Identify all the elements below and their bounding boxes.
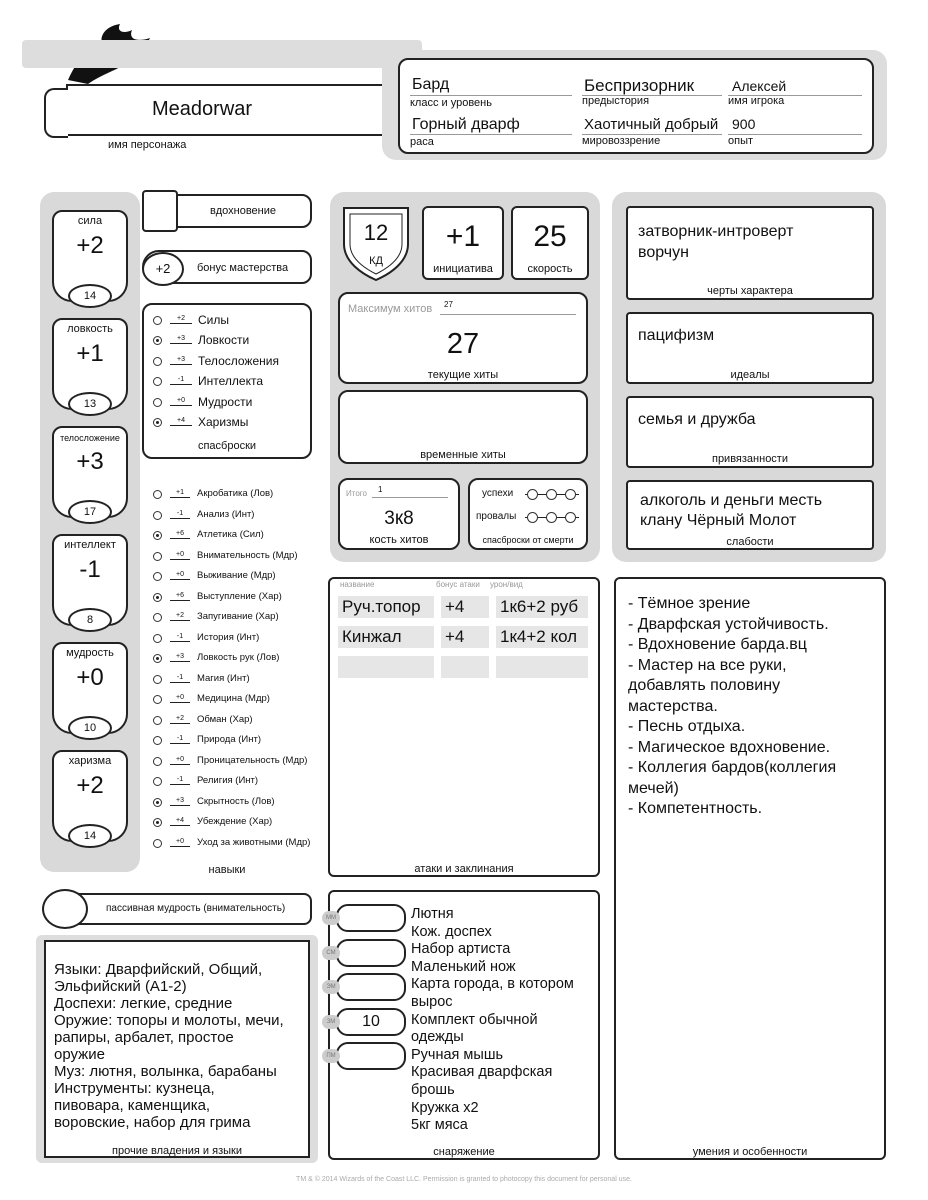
skill-name: Внимательность (Мдр) (197, 549, 298, 561)
attacks-col-bonus: бонус атаки (436, 580, 480, 589)
hit-dice-label: кость хитов (369, 534, 429, 546)
proficiency-line: рапиры, арбалет, простое (54, 1029, 234, 1046)
skill-checkbox[interactable] (153, 736, 162, 745)
skill-modifier[interactable]: +0 (170, 693, 190, 703)
skill-name: Ловкость рук (Лов) (197, 652, 280, 663)
skill-checkbox[interactable] (153, 757, 162, 766)
skill-checkbox[interactable] (153, 552, 162, 561)
attack-bonus[interactable]: +4 (441, 626, 489, 648)
player-name-label: имя игрока (728, 95, 785, 107)
feature-line: - Дварфская устойчивость. (628, 615, 829, 633)
bonds-label: привязанности (711, 453, 788, 465)
personality-label: черты характера (707, 285, 793, 297)
skill-name: История (Инт) (197, 631, 260, 643)
hit-dice-value[interactable]: 3к8 (384, 508, 414, 529)
saving-throw-checkbox[interactable] (153, 398, 162, 407)
skill-checkbox[interactable] (153, 839, 162, 848)
death-failure-2[interactable] (546, 512, 557, 523)
character-name[interactable]: Meadorwar (152, 98, 253, 120)
saving-throw-modifier[interactable]: +3 (170, 334, 192, 344)
death-failure-3[interactable] (565, 512, 576, 523)
skill-checkbox[interactable] (153, 613, 162, 622)
skill-modifier[interactable]: -1 (170, 673, 190, 683)
attack-name[interactable]: Руч.топор (338, 596, 434, 618)
proficiency-line: пивовара, каменщика, (54, 1097, 211, 1114)
ability-modifier: +1 (76, 340, 104, 367)
equipment-line: Лютня (411, 906, 454, 922)
proficiency-line: Инструменты: кузнеца, (54, 1080, 215, 1097)
inspiration-label: вдохновение (210, 205, 276, 217)
skill-name: Выживание (Мдр) (197, 570, 276, 581)
attack-damage[interactable] (496, 656, 588, 678)
inspiration-input[interactable] (142, 190, 178, 232)
skill-modifier[interactable]: +4 (170, 816, 190, 826)
skill-modifier[interactable]: +2 (170, 714, 190, 724)
skill-checkbox[interactable] (153, 572, 162, 581)
skill-name: Проницательность (Мдр) (197, 754, 308, 766)
hp-current-value[interactable]: 27 (446, 328, 480, 360)
alignment-value[interactable]: Хаотичный добрый (584, 116, 719, 133)
ability-dexterity[interactable] (52, 318, 128, 410)
saving-throw-modifier[interactable]: +2 (170, 314, 192, 324)
ability-name: сила (77, 215, 103, 227)
skill-name: Магия (Инт) (197, 672, 250, 684)
coin-label: СМ (322, 946, 340, 960)
ability-score[interactable]: 14 (68, 824, 112, 848)
attack-bonus[interactable]: +4 (441, 596, 489, 618)
skill-name: Скрытность (Лов) (197, 795, 275, 807)
proficiency-label: бонус мастерства (197, 262, 289, 274)
attacks-title: атаки и заклинания (414, 863, 514, 875)
saving-throw-checkbox[interactable] (153, 316, 162, 325)
skill-modifier[interactable]: +0 (170, 550, 190, 560)
skill-modifier[interactable]: -1 (170, 734, 190, 744)
ability-modifier: -1 (79, 556, 101, 583)
feature-line: добавлять половину (628, 677, 781, 694)
skill-checkbox[interactable] (153, 695, 162, 704)
skill-checkbox[interactable] (153, 716, 162, 725)
skill-name: Акробатика (Лов) (197, 488, 274, 499)
coin-label: ММ (322, 911, 340, 925)
proficiency-line: оружие (54, 1046, 105, 1063)
proficiency-line: воровские, набор для грима (54, 1114, 251, 1131)
skill-checkbox[interactable] (153, 634, 162, 643)
experience-value[interactable]: 900 (732, 116, 756, 132)
coin-value[interactable]: 10 (362, 1012, 380, 1030)
equipment-line: Кож. доспех (411, 923, 492, 940)
proficiency-line: Языки: Дварфийский, Общий, (54, 961, 263, 978)
equipment-line: Карта города, в котором (411, 976, 574, 993)
skill-name: Атлетика (Сил) (197, 529, 264, 540)
skill-checkbox[interactable] (153, 490, 162, 499)
speed-value[interactable]: 25 (533, 220, 567, 253)
speed-label: скорость (527, 263, 573, 275)
ability-name: телосложение (60, 433, 120, 443)
coin-box[interactable] (336, 904, 406, 932)
armor-class-label: КД (369, 255, 383, 267)
ability-intelligence[interactable] (52, 534, 128, 626)
skill-name: Запугивание (Хар) (197, 611, 279, 622)
skill-name: Выступление (Хар) (197, 590, 282, 602)
ability-score[interactable]: 14 (68, 284, 112, 308)
attacks-col-damage: урон/вид (490, 580, 523, 589)
death-failure-1[interactable] (527, 512, 538, 523)
initiative-value[interactable]: +1 (445, 220, 481, 253)
saving-throw-modifier[interactable]: +0 (170, 396, 192, 406)
skill-modifier[interactable]: -1 (170, 632, 190, 642)
saving-throw-checkbox[interactable] (153, 357, 162, 366)
coin-box[interactable] (336, 1008, 406, 1036)
death-success-3[interactable] (565, 489, 576, 500)
skill-name: Природа (Инт) (197, 734, 261, 745)
death-success-2[interactable] (546, 489, 557, 500)
proficiency-line: Доспехи: легкие, средние (54, 995, 233, 1012)
proficiency-line: Оружие: топоры и молоты, мечи, (54, 1012, 284, 1029)
skill-checkbox[interactable] (153, 675, 162, 684)
coin-box[interactable] (336, 1042, 406, 1070)
skill-checkbox[interactable] (153, 777, 162, 786)
skill-modifier[interactable]: -1 (170, 509, 190, 519)
saving-throw-modifier[interactable]: +4 (170, 416, 192, 426)
skill-checkbox[interactable] (153, 798, 162, 807)
armor-class-value[interactable]: 12 (363, 220, 389, 245)
proficiency-value[interactable]: +2 (142, 252, 184, 286)
skill-checkbox[interactable] (153, 818, 162, 827)
ability-score[interactable]: 8 (68, 608, 112, 632)
equipment-text[interactable] (411, 906, 591, 1135)
skill-name: Религия (Инт) (197, 775, 259, 786)
coin-label: ПМ (322, 1049, 340, 1063)
feature-line: мечей) (628, 779, 679, 797)
equipment-line: вырос (411, 993, 453, 1010)
initiative-label: инициатива (433, 263, 493, 275)
banner-curl-left (44, 88, 68, 138)
death-saves-label: спасброски от смерти (482, 535, 574, 545)
skills-title: навыки (208, 864, 246, 876)
attack-name[interactable] (338, 656, 434, 678)
flaws-value[interactable]: алкоголь и деньги месть клану Чёрный Молот (640, 492, 823, 529)
feature-line: - Песнь отдыха. (628, 718, 746, 735)
equipment-line: одежды (411, 1029, 464, 1046)
hp-current-label: текущие хиты (427, 369, 499, 381)
death-failure-checks[interactable] (525, 512, 581, 524)
death-successes-label: успехи (482, 488, 514, 499)
coin-box[interactable] (336, 973, 406, 1001)
attack-damage[interactable]: 1к6+2 руб (496, 596, 588, 618)
class-level-line (410, 95, 572, 96)
passive-wisdom-label: пассивная мудрость (внимательность) (106, 903, 286, 914)
ability-score[interactable]: 17 (68, 500, 112, 524)
race-line (410, 134, 572, 135)
skill-modifier[interactable]: +6 (170, 591, 190, 601)
saving-throw-modifier[interactable]: +3 (170, 355, 192, 365)
feature-line: - Мастер на все руки, (628, 656, 787, 674)
character-name-label: имя персонажа (108, 139, 187, 151)
death-success-1[interactable] (527, 489, 538, 500)
background-label: предыстория (582, 95, 650, 107)
feature-line: - Компетентность. (628, 800, 763, 817)
saving-throw-name: Харизмы (198, 415, 249, 429)
hit-dice-total-value[interactable]: 1 (378, 485, 383, 494)
skill-checkbox[interactable] (153, 654, 162, 663)
ability-name: ловкость (67, 323, 113, 335)
equipment-line: Комплект обычной (411, 1011, 538, 1028)
ability-modifier: +2 (76, 232, 104, 259)
ability-constitution[interactable] (52, 426, 128, 518)
skill-checkbox[interactable] (153, 593, 162, 602)
saving-throws-title: спасброски (197, 440, 257, 452)
equipment-title: снаряжение (433, 1146, 495, 1158)
ability-score[interactable]: 10 (68, 716, 112, 740)
feature-line: - Вдохновение барда.вц (628, 636, 807, 653)
attack-bonus[interactable] (441, 656, 489, 678)
hp-max-line (440, 314, 576, 315)
feature-line: - Магическое вдохновение. (628, 738, 831, 756)
name-banner-gray (22, 40, 422, 68)
skill-modifier[interactable]: +1 (170, 488, 190, 498)
saving-throw-modifier[interactable]: -1 (170, 375, 192, 385)
hp-max-value[interactable]: 27 (444, 300, 453, 309)
footer-copyright: TM & © 2014 Wizards of the Coast LLC. Permission is granted to photocopy this document for personal use. (296, 1176, 632, 1183)
class-level-label: класс и уровень (410, 97, 492, 109)
equipment-line: Маленький нож (411, 958, 516, 975)
attacks-box (328, 577, 600, 877)
skill-name: Уход за животными (Мдр) (197, 836, 311, 848)
hit-dice-total-label: Итого (346, 489, 367, 498)
skill-modifier[interactable]: +6 (170, 529, 190, 539)
attack-damage[interactable]: 1к4+2 кол (496, 626, 588, 648)
hp-temp-label: временные хиты (420, 449, 506, 461)
ideals-value[interactable]: пацифизм (638, 327, 715, 344)
personality-value[interactable]: затворник-интроверт ворчун (638, 223, 794, 261)
features-text[interactable] (628, 594, 878, 820)
proficiency-line: Эльфийский (А1-2) (54, 978, 187, 995)
feature-line: - Тёмное зрение (628, 595, 751, 612)
attack-name[interactable]: Кинжал (338, 626, 434, 648)
ability-modifier: +2 (76, 772, 104, 799)
saving-throw-name: Силы (198, 313, 229, 327)
player-name-value[interactable]: Алексей (732, 78, 787, 94)
race-value[interactable]: Горный дварф (412, 116, 520, 133)
experience-label: опыт (728, 135, 754, 147)
proficiency-line: Муз: лютня, волынка, барабаны (54, 1063, 277, 1080)
skill-modifier[interactable]: +0 (170, 837, 190, 847)
hit-dice-total-line (372, 497, 448, 498)
alignment-label: мировоззрение (582, 135, 661, 147)
ability-name: мудрость (66, 647, 114, 659)
equipment-line: Красивая дварфская (411, 1064, 553, 1081)
feature-line: - Коллегия бардов(коллегия (628, 759, 837, 776)
equipment-line: Кружка x2 (411, 1099, 479, 1116)
death-success-checks[interactable] (525, 489, 581, 501)
ideals-label: идеалы (730, 369, 770, 381)
race-label: раса (410, 136, 434, 148)
passive-wisdom-value[interactable] (42, 889, 88, 929)
equipment-line: Ручная мышь (411, 1046, 504, 1063)
background-value[interactable]: Беспризорник (584, 76, 695, 95)
skill-name: Анализ (Инт) (197, 508, 255, 520)
ability-score[interactable]: 13 (68, 392, 112, 416)
header (0, 0, 928, 175)
coin-box[interactable] (336, 939, 406, 967)
skill-modifier[interactable]: +0 (170, 755, 190, 765)
skill-name: Обман (Хар) (197, 713, 253, 725)
ability-charisma[interactable] (52, 750, 128, 842)
ability-name: харизма (68, 755, 112, 767)
proficiencies-text[interactable] (54, 961, 306, 1131)
skill-modifier[interactable]: +3 (170, 796, 190, 806)
skill-checkbox[interactable] (153, 511, 162, 520)
death-failures-label: провалы (476, 511, 517, 522)
coin-label: ЗМ (322, 1015, 340, 1029)
equipment-line: брошь (411, 1081, 455, 1098)
ability-modifier: +0 (76, 664, 104, 691)
ability-strength[interactable] (52, 210, 128, 302)
hp-max-label: Максимум хитов (348, 303, 433, 315)
ability-name: интеллект (64, 539, 116, 551)
skill-name: Убеждение (Хар) (197, 816, 273, 827)
skill-modifier[interactable]: +3 (170, 652, 190, 662)
saving-throw-name: Мудрости (198, 394, 253, 409)
attacks-col-name: название (340, 580, 375, 589)
flaws-label: слабости (726, 536, 774, 548)
features-title: умения и особенности (692, 1146, 808, 1158)
skill-checkbox[interactable] (153, 531, 162, 540)
skill-modifier[interactable]: +0 (170, 570, 190, 580)
skill-modifier[interactable]: -1 (170, 775, 190, 785)
coin-label: ЭМ (322, 980, 340, 994)
class-level-value[interactable]: Бард (412, 76, 450, 93)
bonds-value[interactable]: семья и дружба (638, 411, 756, 428)
saving-throw-checkbox[interactable] (153, 418, 162, 427)
ability-wisdom[interactable] (52, 642, 128, 734)
feature-line: мастерства. (628, 697, 718, 715)
equipment-line: 5кг мяса (411, 1117, 468, 1134)
equipment-line: Набор артиста (411, 941, 511, 958)
skill-modifier[interactable]: +2 (170, 611, 190, 621)
saving-throw-name: Ловкости (198, 333, 250, 348)
proficiencies-title: прочие владения и языки (112, 1145, 242, 1157)
skill-name: Медицина (Мдр) (197, 693, 270, 704)
ability-modifier: +3 (76, 448, 104, 475)
saving-throw-name: Интеллекта (198, 374, 263, 389)
saving-throw-name: Телосложения (198, 353, 279, 368)
